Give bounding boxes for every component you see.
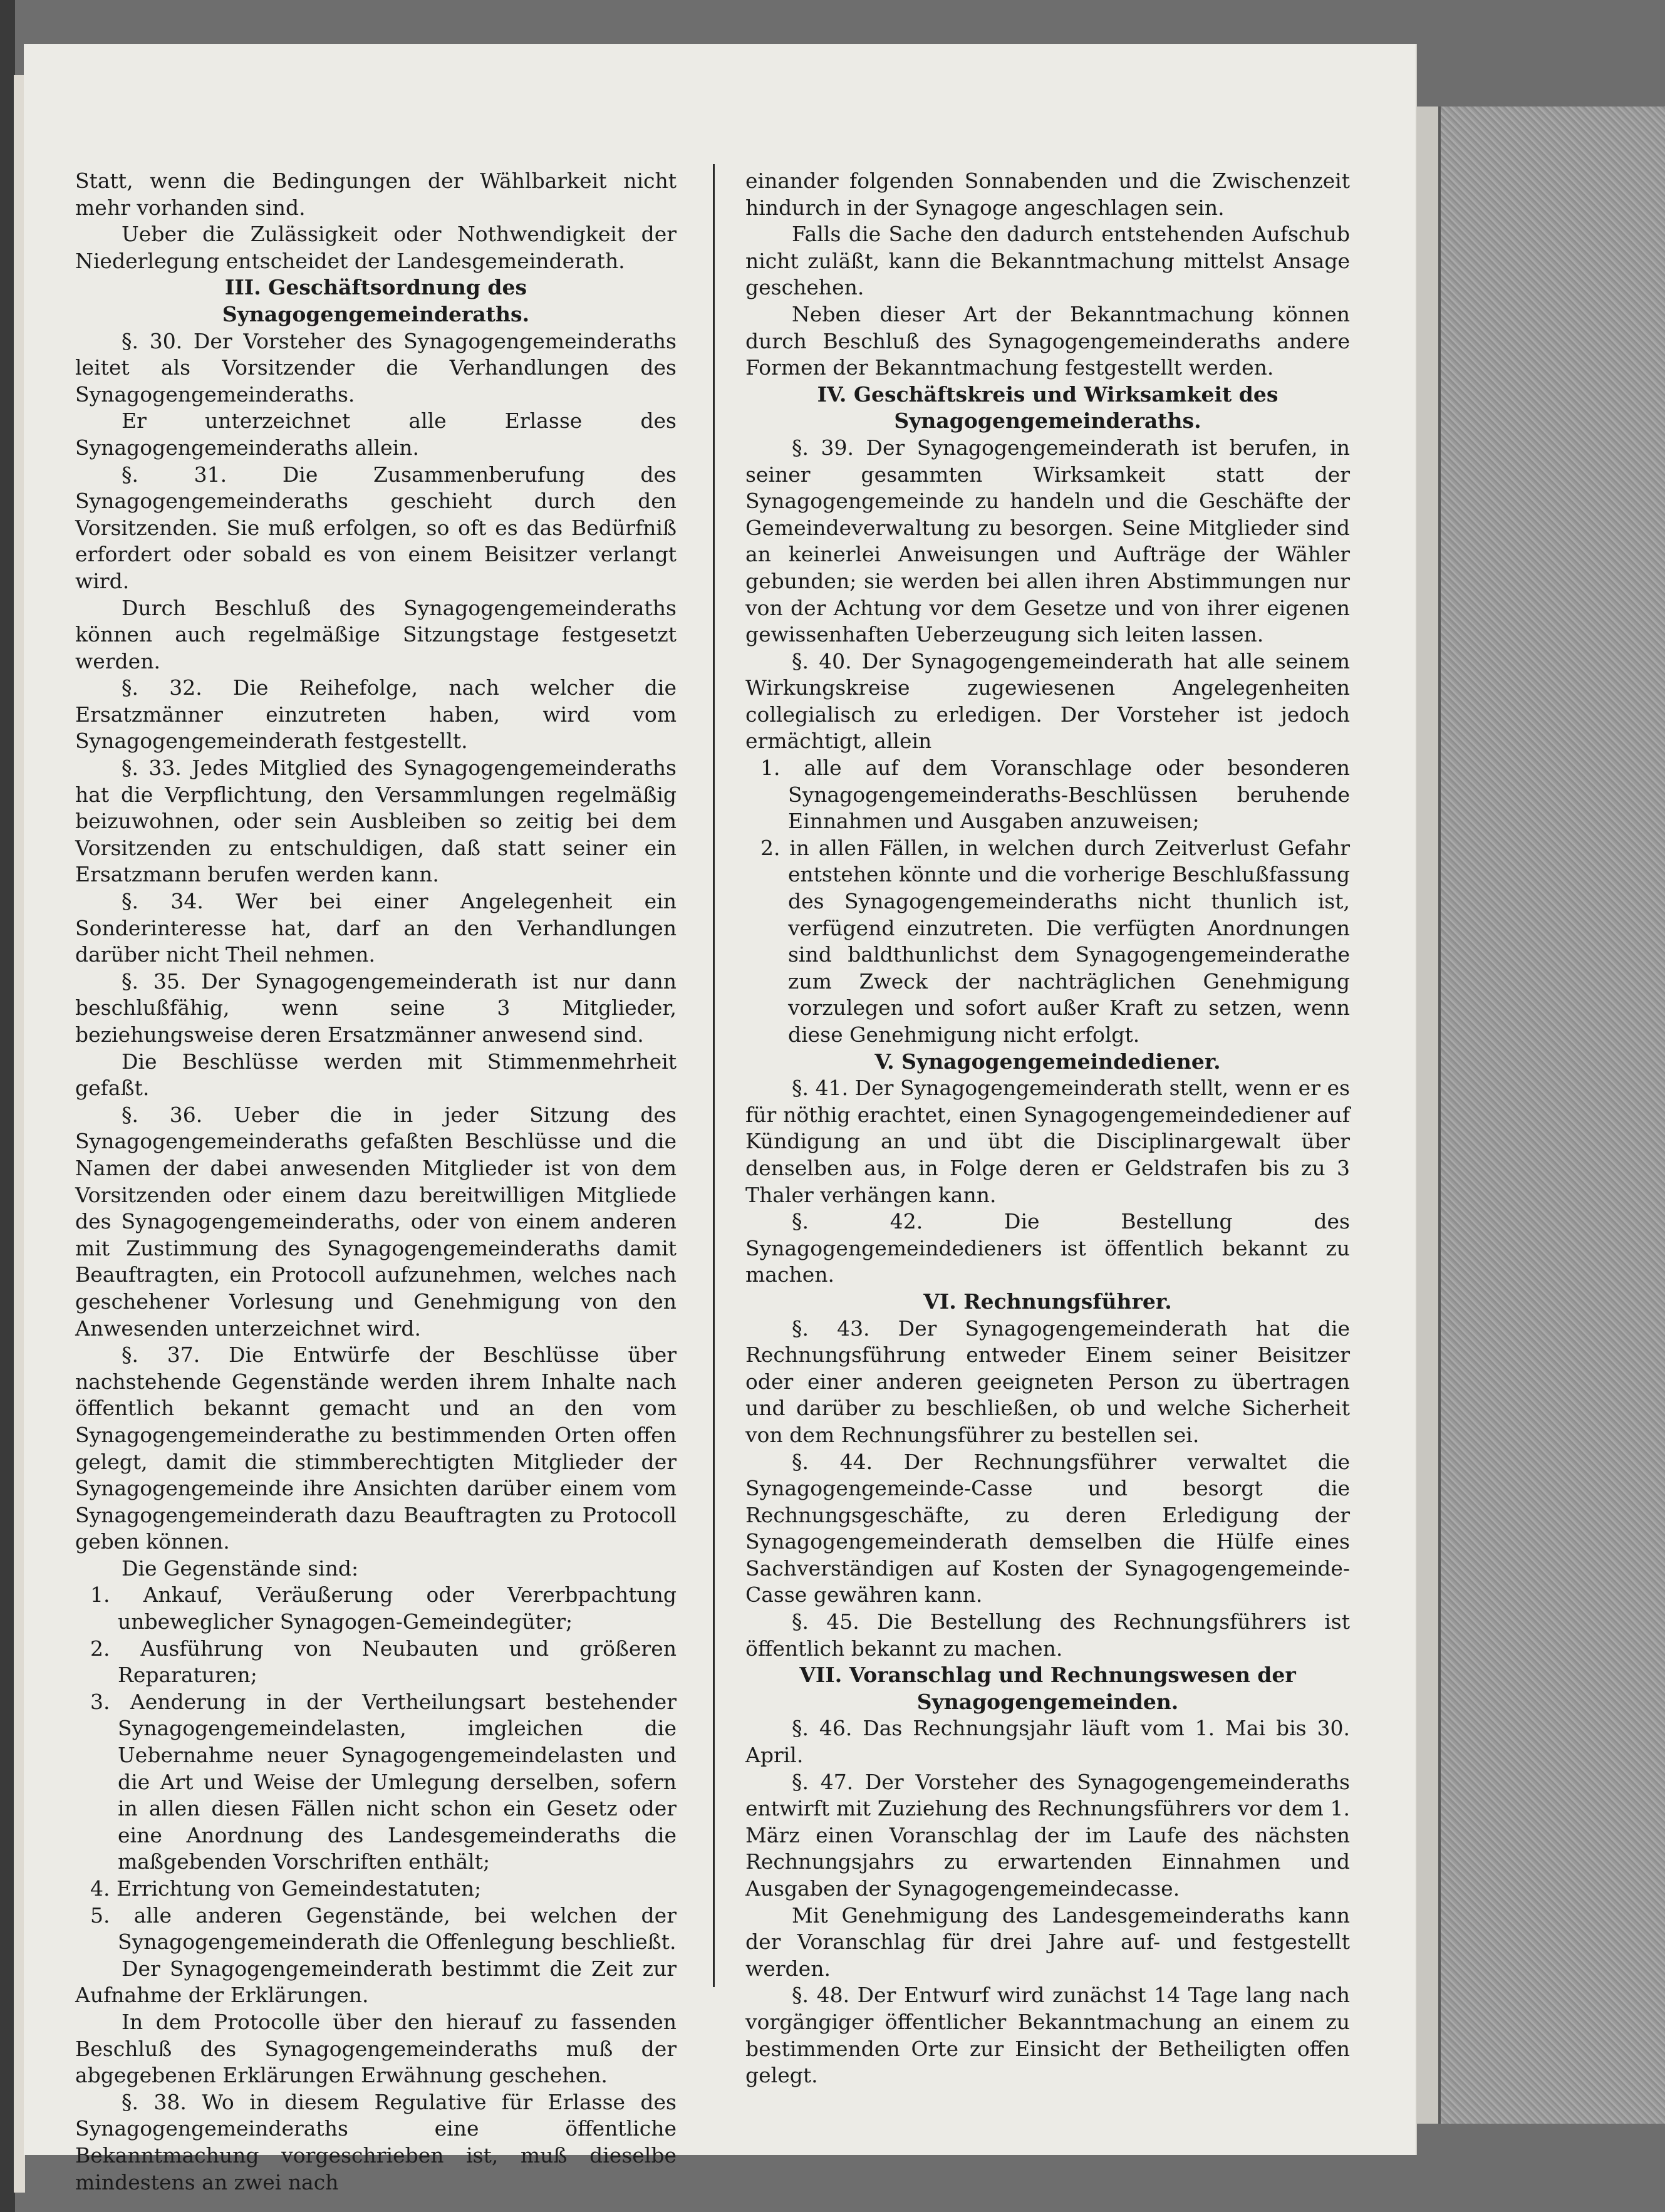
paragraph: §. 30. Der Vorsteher des Synagogengemeinderaths leitet als Vorsitzender die Verhandlungen des Synagogengemeinderaths. [75, 328, 677, 407]
paragraph: §. 40. Der Synagogengemeinderath hat alle seinem Wirkungskreise zugewiesenen Angelegenheiten collegialisch zu erledigen. Der Vorsteher ist jedoch ermächtigt, allein [745, 648, 1350, 754]
column-divider [713, 164, 715, 1987]
paragraph: §. 38. Wo in diesem Regulative für Erlasse des Synagogengemeinderaths eine öffentliche Bekanntmachung vorgeschrieben ist, muß dieselbe mindestens an zwei nach [75, 2089, 677, 2194]
paragraph: Falls die Sache den dadurch entstehenden Aufschub nicht zuläßt, kann die Bekanntmachung mittelst Ansage geschehen. [745, 222, 1350, 300]
paragraph: §. 41. Der Synagogengemeinderath stellt, wenn er es für nöthig erachtet, einen Synagogengemeindediener auf Kündigung an und übt die Disciplinargewalt über denselben aus, in Folge deren er Geldstrafen bis zu 3 Thaler verhängen kann. [745, 1076, 1350, 1207]
paragraph: §. 39. Der Synagogengemeinderath ist berufen, in seiner gesammten Wirksamkeit statt der Synagogengemeinde zu handeln und die Geschäfte der Gemeindeverwaltung zu besorgen. Seine Mitglieder sind an keinerlei Anweisungen und Aufträge der Wähler gebunden; sie werden bei allen ihren Abstimmungen nur von der Achtung vor dem Gesetze und von ihrer eigenen gewissenhaften Ueberzeugung sich leiten lassen. [745, 435, 1350, 647]
page-stack-edge [1414, 106, 1441, 2124]
paragraph: §. 42. Die Bestellung des Synagogengemeindedieners ist öffentlich bekannt zu machen. [745, 1209, 1350, 1287]
paragraph: §. 37. Die Entwürfe der Beschlüsse über nachstehende Gegenstände werden ihrem Inhalte nach öffentlich bekannt gemacht und an den vom Synagogengemeinderathe zu bestimmenden Orten offen gelegt, damit die stimmberechtigten Mitglieder der Synagogengemeinde ihre Ansichten darüber einem vom Synagogengemeinderath dazu Beauftragten zu Protocoll geben können. [75, 1342, 677, 1554]
right-column [745, 168, 1350, 2089]
paragraph: §. 36. Ueber die in jeder Sitzung des Synagogengemeinderaths gefaßten Beschlüsse und die Namen der dabei anwesenden Mitglieder ist von dem Vorsitzenden oder einem dazu bereitwilligen Mitgliede des Synagogengemeinderaths, oder von einem anderen mit Zustimmung des Synagogengemeinderaths damit Beauftragten, ein Protocoll aufzunehmen, welches nach geschehener Vorlesung und Genehmigung von den Anwesenden unterzeichnet wird. [75, 1102, 677, 1341]
paragraph: §. 47. Der Vorsteher des Synagogengemeinderaths entwirft mit Zuziehung des Rechnungsführers vor dem 1. März einen Voranschlag der im Laufe des nächsten Rechnungsjahrs zu erwartenden Einnahmen und Ausgaben der Synagogengemeindecasse. [745, 1769, 1350, 1901]
list-item: 5. alle anderen Gegenstände, bei welchen der Synagogengemeinderath die Offenlegung beschließt. [90, 1903, 677, 1955]
paragraph: §. 48. Der Entwurf wird zunächst 14 Tage lang nach vorgängiger öffentlicher Bekanntmachung an einem zu bestimmenden Orte zur Einsicht der Betheiligten offen gelegt. [745, 1983, 1350, 2088]
paragraph: Der Synagogengemeinderath bestimmt die Zeit zur Aufnahme der Erklärungen. [75, 1956, 677, 2008]
paragraph: einander folgenden Sonnabenden und die Zwischenzeit hindurch in der Synagoge angeschlagen sein. [745, 169, 1350, 220]
paragraph: §. 35. Der Synagogengemeinderath ist nur dann beschlußfähig, wenn seine 3 Mitglieder, beziehungsweise deren Ersatzmänner anwesend sind. [75, 968, 677, 1047]
paragraph: §. 44. Der Rechnungsführer verwaltet die Synagogengemeinde-Casse und besorgt die Rechnungsgeschäfte, zu deren Erledigung der Synagogengemeinderath demselben die Hülfe eines Sachverständigen auf Kosten der Synagogengemeinde-Casse gewähren kann. [745, 1449, 1350, 1607]
section-heading: VII. Voranschlag und Rechnungswesen der Synagogengemeinden. [799, 1663, 1296, 1714]
paragraph: In dem Protocolle über den hierauf zu fassenden Beschluß des Synagogengemeinderaths muß der abgegebenen Erklärungen Erwähnung geschehen. [75, 2009, 677, 2088]
facing-page-edge [0, 0, 15, 2212]
list-item: 4. Errichtung von Gemeindestatuten; [90, 1876, 482, 1901]
paragraph: Die Beschlüsse werden mit Stimmenmehrheit gefaßt. [75, 1049, 677, 1101]
paragraph: §. 45. Die Bestellung des Rechnungsführers ist öffentlich bekannt zu machen. [745, 1609, 1350, 1661]
book-cover-edge [1414, 106, 1665, 2124]
list-item: 2. in allen Fällen, in welchen durch Zeitverlust Gefahr entstehen könnte und die vorherige Beschlußfassung des Synagogengemeinderaths nicht thunlich ist, verfügend einzutreten. Die verfügten Anordnungen sind baldthunlichst dem Synagogengemeinderathe zum Zweck der nachträglichen Genehmigung vorzulegen und sofort außer Kraft zu setzen, wenn diese Genehmigung nicht erfolgt. [760, 835, 1350, 1047]
list-item: 1. alle auf dem Voranschlage oder besonderen Synagogengemeinderaths-Beschlüssen beruhende Einnahmen und Ausgaben anzuweisen; [760, 756, 1350, 834]
paragraph: §. 31. Die Zusammenberufung des Synagogengemeinderaths geschieht durch den Vorsitzenden. Sie muß erfolgen, so oft es das Bedürfniß erfordert oder sobald es von einem Beisitzer verlangt wird. [75, 462, 677, 593]
paragraph: Ueber die Zulässigkeit oder Nothwendigkeit der Niederlegung entscheidet der Landesgemeinderath. [75, 222, 677, 273]
paragraph: Er unterzeichnet alle Erlasse des Synagogengemeinderaths allein. [75, 408, 677, 460]
section-heading: III. Geschäftsordnung des Synagogengemeinderaths. [222, 275, 530, 326]
list-item: 1. Ankauf, Veräußerung oder Vererbpachtung unbeweglicher Synagogen-Gemeindegüter; [90, 1582, 677, 1634]
paragraph: Die Gegenstände sind: [122, 1555, 359, 1581]
left-column [75, 168, 677, 2196]
list-item: 2. Ausführung von Neubauten und größeren Reparaturen; [90, 1636, 677, 1688]
paragraph: Mit Genehmigung des Landesgemeinderaths kann der Voranschlag für drei Jahre auf- und festgestellt werden. [745, 1903, 1350, 1981]
paragraph: §. 46. Das Rechnungsjahr läuft vom 1. Mai bis 30. April. [745, 1716, 1350, 1768]
paragraph: §. 34. Wer bei einer Angelegenheit ein Sonderinteresse hat, darf an den Verhandlungen darüber nicht Theil nehmen. [75, 889, 677, 967]
paragraph: Neben dieser Art der Bekanntmachung können durch Beschluß des Synagogengemeinderaths andere Formen der Bekanntmachung festgestellt werden. [745, 301, 1350, 380]
paragraph: §. 33. Jedes Mitglied des Synagogengemeinderaths hat die Verpflichtung, den Versammlungen regelmäßig beizuwohnen, oder sein Ausbleiben so zeitig bei dem Vorsitzenden zu entschuldigen, daß statt seiner ein Ersatzmann berufen werden kann. [75, 756, 677, 887]
paragraph: §. 32. Die Reihefolge, nach welcher die Ersatzmänner einzutreten haben, wird vom Synagogengemeinderath festgestellt. [75, 675, 677, 754]
section-heading: IV. Geschäftskreis und Wirksamkeit des Synagogengemeinderaths. [817, 382, 1279, 434]
paragraph: §. 43. Der Synagogengemeinderath hat die Rechnungsführung entweder Einem seiner Beisitzer oder einer anderen geeigneten Person zu übertragen und darüber zu beschließen, ob und welche Sicherheit von dem Rechnungsführer zu bestellen sei. [745, 1316, 1350, 1447]
paragraph: Statt, wenn die Bedingungen der Wählbarkeit nicht mehr vorhanden sind. [75, 169, 677, 220]
section-heading: V. Synagogengemeindediener. [874, 1049, 1221, 1074]
section-heading: VI. Rechnungsführer. [923, 1289, 1172, 1314]
paragraph: Durch Beschluß des Synagogengemeinderaths können auch regelmäßige Sitzungstage festgesetzt werden. [75, 595, 677, 673]
list-item: 3. Aenderung in der Vertheilungsart bestehender Synagogengemeindelasten, imgleichen die Uebernahme neuer Synagogengemeindelasten und die Art und Weise der Umlegung derselben, sofern in allen diesen Fällen nicht schon ein Gesetz oder eine Anordnung des Landesgemeinderaths die maßgebenden Vorschriften enthält; [90, 1689, 677, 1874]
